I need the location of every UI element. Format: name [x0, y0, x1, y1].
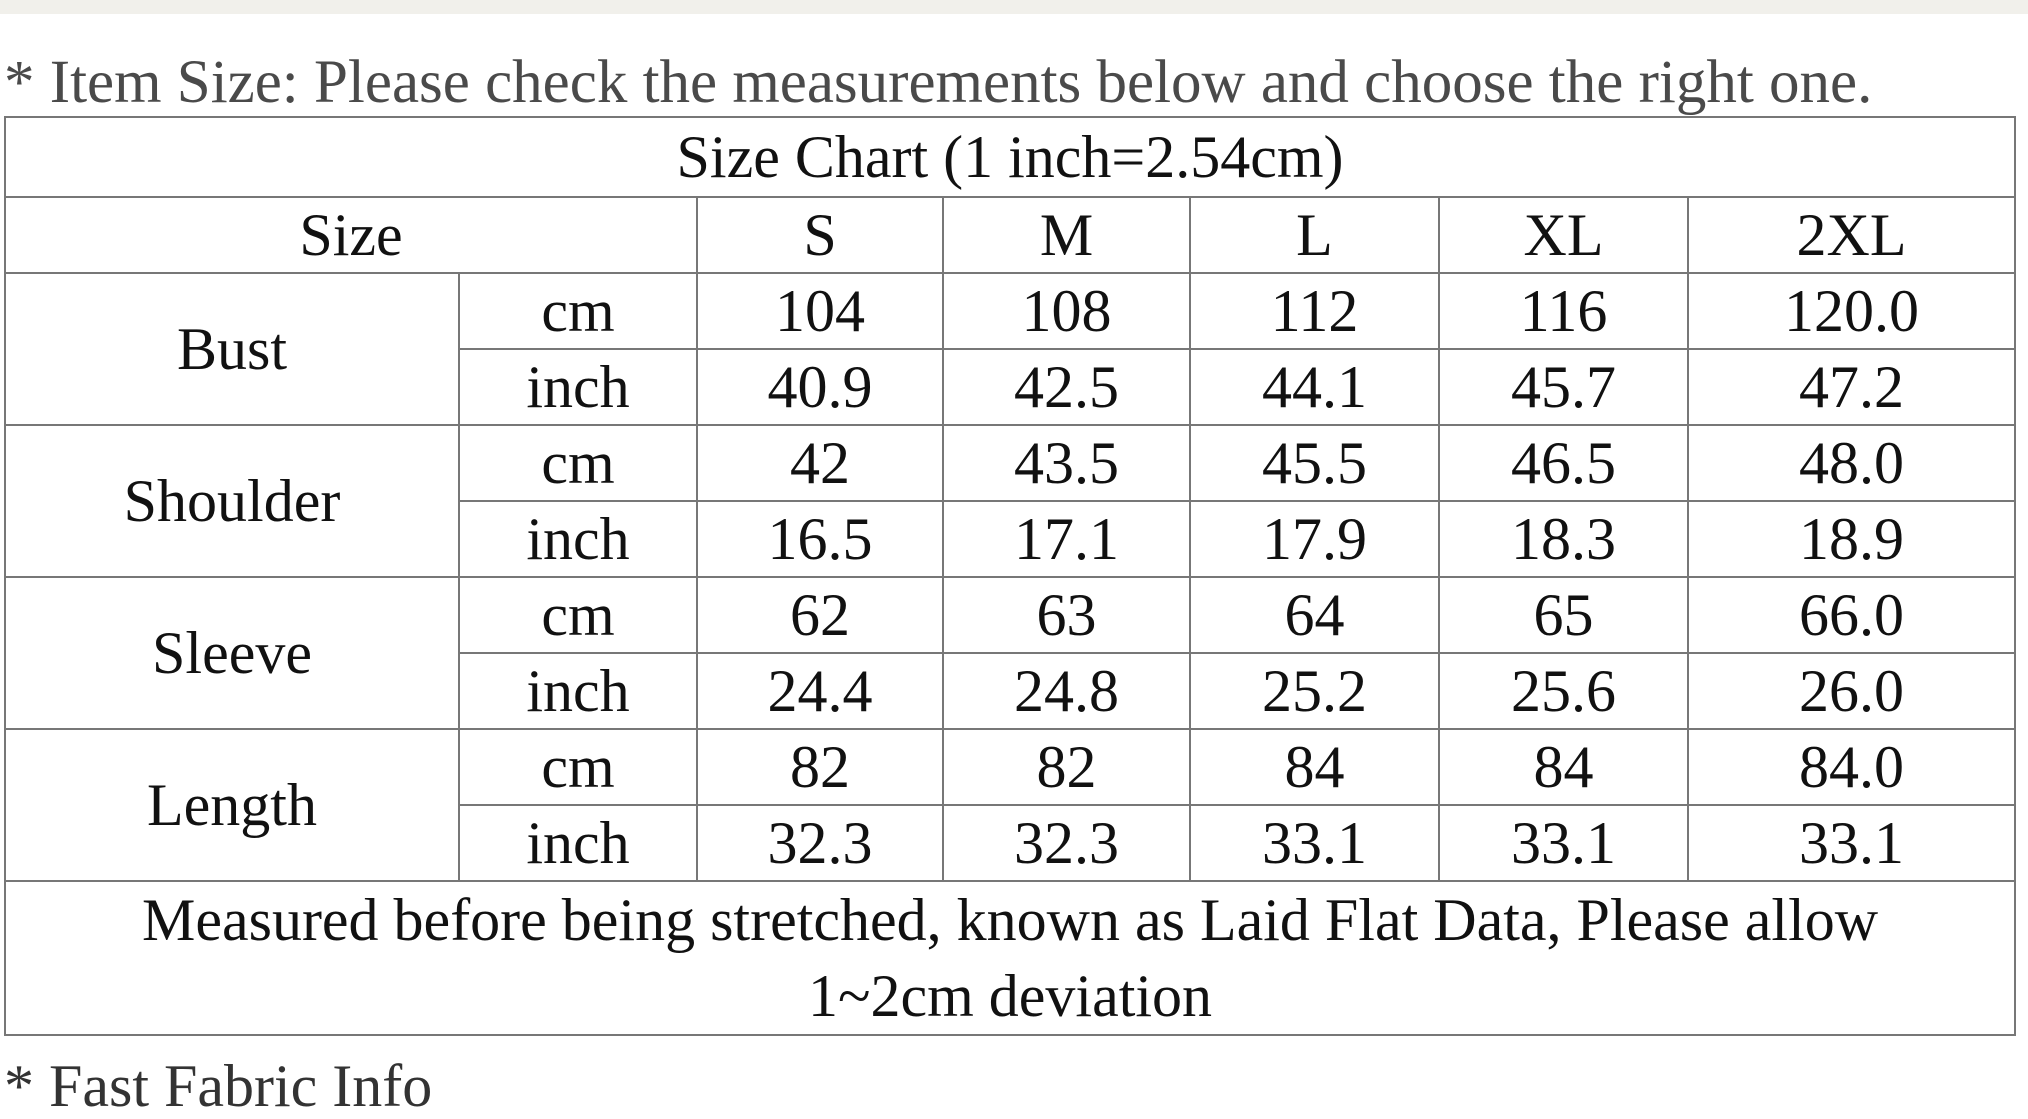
table-cell: 32.3 [943, 805, 1190, 881]
footer-note-line2: 1~2cm deviation [808, 963, 1213, 1029]
unit-label: inch [459, 501, 697, 577]
table-cell: 112 [1190, 273, 1439, 349]
table-cell: 84 [1439, 729, 1688, 805]
unit-label: cm [459, 425, 697, 501]
size-header: S [697, 197, 943, 273]
footer-row [5, 881, 2015, 1035]
table-cell: 63 [943, 577, 1190, 653]
bottom-partial-text: * Fast Fabric Info [4, 1053, 433, 1119]
table-cell: 16.5 [697, 501, 943, 577]
size-chart [4, 116, 2014, 1036]
table-cell: 42.5 [943, 349, 1190, 425]
table-cell: 46.5 [1439, 425, 1688, 501]
table-cell: 24.4 [697, 653, 943, 729]
table-cell: 116 [1439, 273, 1688, 349]
table-cell: 45.7 [1439, 349, 1688, 425]
table-cell: 82 [697, 729, 943, 805]
table-cell: 82 [943, 729, 1190, 805]
size-header-label: Size [5, 197, 697, 273]
unit-label: inch [459, 805, 697, 881]
measurement-label: Bust [5, 273, 459, 425]
table-cell: 32.3 [697, 805, 943, 881]
unit-label: cm [459, 577, 697, 653]
unit-label: inch [459, 653, 697, 729]
table-cell: 18.3 [1439, 501, 1688, 577]
table-cell: 17.9 [1190, 501, 1439, 577]
title-row [5, 117, 2015, 197]
table-cell: 42 [697, 425, 943, 501]
unit-label: cm [459, 273, 697, 349]
table-cell: 18.9 [1688, 501, 2015, 577]
chart-title: Size Chart (1 inch=2.54cm) [5, 117, 2015, 197]
table-cell: 25.6 [1439, 653, 1688, 729]
table-cell: 44.1 [1190, 349, 1439, 425]
table-row [5, 273, 2015, 349]
table-cell: 40.9 [697, 349, 943, 425]
measurement-label: Shoulder [5, 425, 459, 577]
table-cell: 84 [1190, 729, 1439, 805]
table-cell: 25.2 [1190, 653, 1439, 729]
table-cell: 64 [1190, 577, 1439, 653]
table-cell: 17.1 [943, 501, 1190, 577]
table-cell: 43.5 [943, 425, 1190, 501]
table-cell: 104 [697, 273, 943, 349]
unit-label: cm [459, 729, 697, 805]
table-row [5, 729, 2015, 805]
table-cell: 33.1 [1688, 805, 2015, 881]
table-cell: 65 [1439, 577, 1688, 653]
table-cell: 62 [697, 577, 943, 653]
footer-note-line1: Measured before being stretched, known as Laid Flat Data, Please allow [141, 887, 1879, 953]
table-cell: 24.8 [943, 653, 1190, 729]
table-cell: 120.0 [1688, 273, 2015, 349]
size-chart-table [4, 116, 2016, 1036]
size-header: 2XL [1688, 197, 2015, 273]
size-header: M [943, 197, 1190, 273]
measurement-label: Length [5, 729, 459, 881]
table-cell: 47.2 [1688, 349, 2015, 425]
intro-text: * Item Size: Please check the measurements below and choose the right one. [4, 49, 1873, 116]
table-row [5, 425, 2015, 501]
unit-label: inch [459, 349, 697, 425]
table-cell: 33.1 [1439, 805, 1688, 881]
table-cell: 84.0 [1688, 729, 2015, 805]
table-cell: 45.5 [1190, 425, 1439, 501]
size-header: XL [1439, 197, 1688, 273]
top-strip [0, 0, 2028, 14]
table-cell: 108 [943, 273, 1190, 349]
measurement-label: Sleeve [5, 577, 459, 729]
table-cell: 33.1 [1190, 805, 1439, 881]
table-row [5, 577, 2015, 653]
table-cell: 48.0 [1688, 425, 2015, 501]
chart-footer-note [5, 881, 2015, 1035]
table-cell: 26.0 [1688, 653, 2015, 729]
size-header: L [1190, 197, 1439, 273]
size-header-row [5, 197, 2015, 273]
table-cell: 66.0 [1688, 577, 2015, 653]
